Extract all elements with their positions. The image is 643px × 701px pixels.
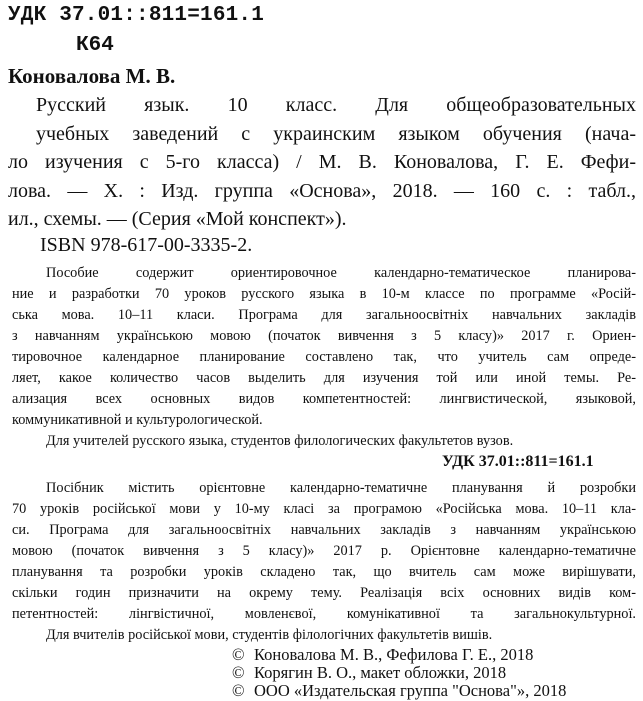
annotation-line: планування та розробки уроків складено так, що вчитель сам може вирішувати, (12, 564, 636, 580)
bbk-code: К64 (76, 34, 114, 57)
annotation-line: Посібник містить орієнтовне календарно-тематичне планування й розробки (46, 480, 636, 496)
udk-code: УДК 37.01::811=161.1 (8, 4, 265, 27)
annotation-line: скільки годин призначити на окрему тему. Реалізація всіх основних видів ком- (12, 585, 636, 601)
copyright-line (232, 663, 506, 683)
description-line: Русский язык. 10 класс. Для общеобразовательных (36, 94, 636, 116)
copyright-text: ООО «Издательская группа "Основа"», 2018 (254, 681, 567, 700)
annotation-line: 70 уроків російської мови у 10-му класі за програмою «Російська мова. 10–11 кла- (12, 501, 636, 517)
copyright-line (232, 681, 566, 701)
copyright-line (232, 645, 533, 665)
udk-code-repeat: УДК 37.01::811=161.1 (442, 453, 594, 470)
author-heading: Коновалова М. В. (8, 64, 176, 88)
description-line: лова. — Х. : Изд. группа «Основа», 2018. — 160 с. : табл., (8, 180, 636, 202)
isbn: ISBN 978-617-00-3335-2. (40, 234, 253, 256)
annotation-line: з навчанням українською мовою (початок вивчення з 5 класу)» 2017 г. Ориен- (12, 328, 636, 344)
description-line: ло изучения с 5-го класса) / М. В. Коновалова, Г. Е. Фефи- (8, 151, 636, 173)
annotation-line: си. Програма для загальноосвітніх навчальних закладів з навчанням українською (12, 522, 636, 538)
description-line: учебных заведений с украинским языком обучения (нача- (36, 123, 636, 145)
annotation-line: Для вчителів російської мови, студентів філологічних факультетів вишів. (46, 627, 493, 643)
annotation-line: ние и разработки 70 уроков русского языка в 10-м классе по программе «Росій- (12, 286, 636, 302)
annotation-line: Для учителей русского языка, студентов филологических факультетов вузов. (46, 433, 514, 449)
annotation-line: ализация всех основных видов компетентностей: лингвистической, языковой, (12, 391, 636, 407)
annotation-line: петентностей: лінгвістичної, мовленєвої, комунікативної та загальнокультурної. (12, 606, 636, 622)
annotation-line: ляет, какое количество часов выделить для изучения той или иной темы. Ре- (12, 370, 636, 386)
copyright-symbol: © (232, 663, 245, 682)
description-line: ил., схемы. — (Серия «Мой конспект»). (8, 208, 347, 230)
copyright-symbol: © (232, 645, 245, 664)
annotation-line: коммуникативной и культурологической. (12, 412, 263, 428)
annotation-line: тировочное календарное планирование составлено так, что учитель сам опреде- (12, 349, 636, 365)
annotation-line: ська мова. 10–11 класи. Програма для загальноосвітніх навчальних закладів (12, 307, 636, 323)
annotation-line: Пособие содержит ориентировочное календарно-тематическое планирова- (46, 265, 636, 281)
copyright-text: Коновалова М. В., Фефилова Г. Е., 2018 (254, 645, 534, 664)
annotation-line: мовою (початок вивчення з 5 класу)» 2017 р. Орієнтовне календарно-тематичне (12, 543, 636, 559)
copyright-symbol: © (232, 681, 245, 700)
copyright-text: Корягин В. О., макет обложки, 2018 (254, 663, 507, 682)
